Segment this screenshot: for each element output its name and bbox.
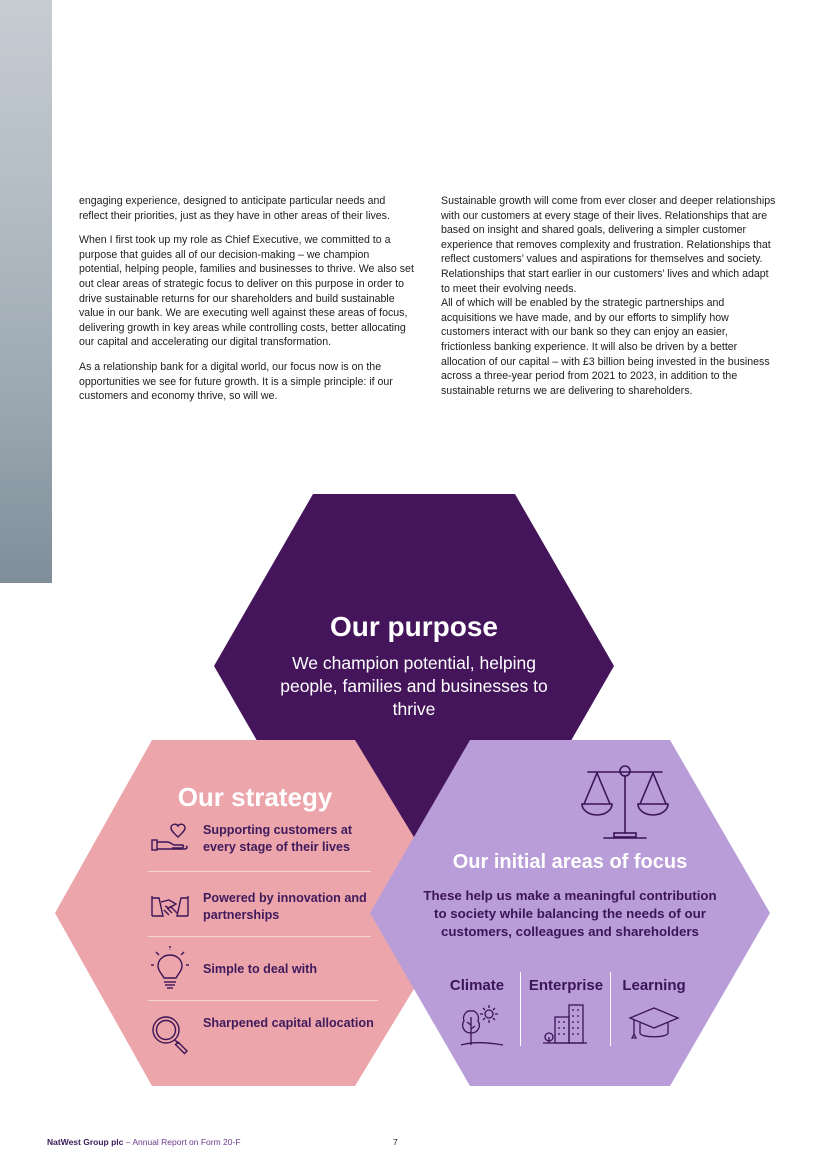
focus-area-enterprise: [524, 977, 608, 1045]
strategy-item-label: Simple to deal with: [203, 962, 318, 976]
paragraph: Sustainable growth will come from ever closer and deeper relationships with our customers at every stage of their lives. Relationships that are based on insight and shared goals, delivering a simpler customer experience that removes complexity and frustration. Relationships that reflect customers’ values and aspirations for themselves and society. Relationships that start earlier in our customers’ lives and which adapt to meet their evolving needs.: [441, 195, 776, 295]
tree-sun-icon: [447, 1003, 507, 1047]
focus-area-learning: [615, 977, 693, 1044]
lightbulb-icon: [150, 945, 190, 991]
paragraph: As a relationship bank for a digital world, our focus now is on the opportunities we see for future growth. It is a simple principle: if our customers and economy thrive, so will we.: [79, 360, 393, 403]
strategy-item-simple: [150, 945, 380, 989]
strategy-item-label: Sharpened capital allocation: [203, 1016, 374, 1030]
divider: [148, 871, 371, 872]
strategy-title: Our strategy: [177, 782, 333, 812]
strategy-item-label: Supporting customers at every stage of their lives: [203, 823, 353, 854]
paragraph: engaging experience, designed to anticipate particular needs and reflect their priorities, just as they have in other areas of their lives.: [79, 195, 390, 222]
footer-subtitle: – Annual Report on Form 20-F: [123, 1137, 241, 1147]
focus-area-climate: [440, 977, 514, 1047]
focus-separator: [520, 972, 521, 1046]
magnifier-icon: [150, 1015, 190, 1055]
footer-brand: NatWest Group plc: [47, 1137, 124, 1147]
purpose-body: We champion potential, helping people, families and businesses to thrive: [280, 653, 548, 719]
strategy-item-capital: [150, 1015, 380, 1059]
focus-separator: [610, 972, 611, 1046]
buildings-icon: [541, 1003, 591, 1045]
focus-body: These help us make a meaningful contribution to society while balancing the needs of our customers, colleagues and shareholders: [423, 888, 717, 939]
strategy-item-label: Powered by innovation and partnerships: [203, 891, 367, 922]
paragraph: When I first took up my role as Chief Executive, we committed to a purpose that guides all of our decision-making – we champion potential, helping people, families and businesses to thrive. We also set out clear areas of strategic focus to deliver on this purpose in order to drive sustainable returns for our shareholders and build sustainable value in our bank. We are executing well against these areas of focus, delivering growth in key areas while controlling costs, better allocating our capital and accelerating our digital transformation.: [79, 234, 414, 349]
divider: [148, 936, 371, 937]
divider: [148, 1000, 378, 1001]
page-footer: [47, 1137, 241, 1147]
page-number: 7: [393, 1137, 398, 1147]
focus-area-label: Learning: [622, 977, 686, 994]
paragraph: All of which will be enabled by the strategic partnerships and acquisitions we have made, and by our efforts to simplify how customers interact with our bank so they can enjoy an easier, frictionless banking experience. It will also be driven by a better allocation of our capital – with £3 billion being invested in the business across a three-year period from 2021 to 2023, in addition to the sustainable returns we are delivering to shareholders.: [441, 297, 770, 397]
strategy-item-innovation: [150, 890, 380, 934]
focus-area-label: Enterprise: [528, 977, 604, 994]
graduation-cap-icon: [626, 1004, 682, 1044]
focus-title: Our initial areas of focus: [452, 851, 688, 873]
strategy-item-customers: [150, 822, 380, 866]
heart-hand-icon: [150, 822, 190, 862]
purpose-title: Our purpose: [329, 611, 498, 642]
handshake-icon: [150, 890, 190, 930]
focus-area-label: Climate: [449, 977, 505, 994]
